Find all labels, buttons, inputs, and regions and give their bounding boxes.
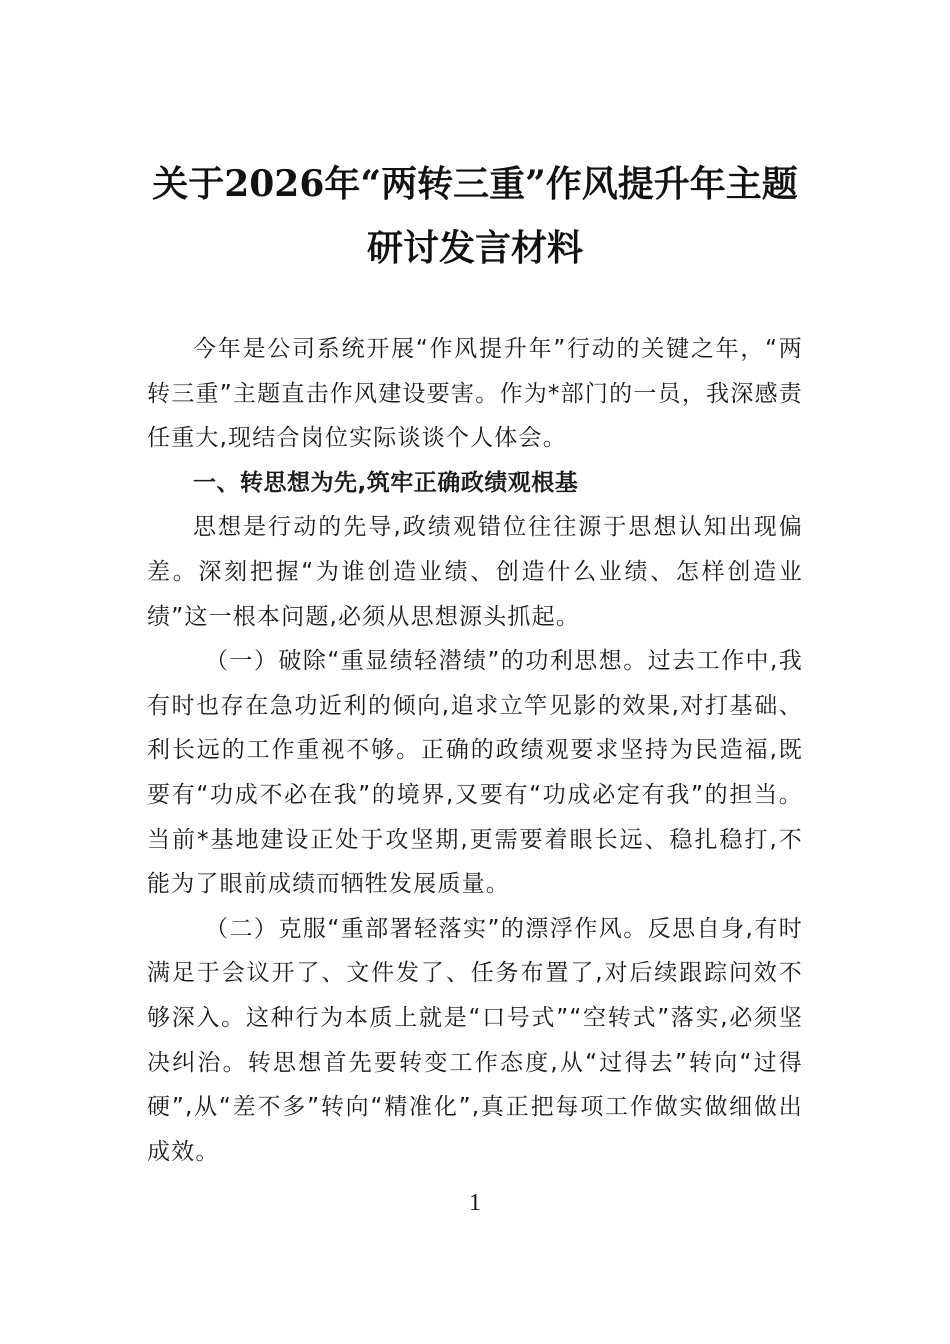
page-number: 1 <box>469 1190 481 1216</box>
document-body <box>147 327 803 1174</box>
section-heading: 一、转思想为先,筑牢正确政绩观根基 <box>193 469 579 496</box>
intro-paragraph: 今年是公司系统开展“作风提升年”行动的关键之年，“两转三重”主题直击作风建设要害。作为*部门的一员，我深感责任重大,现结合岗位实际谈谈个人体会。 <box>147 336 803 452</box>
point-two-paragraph: （二）克服“重部署轻落实”的漂浮作风。反思自身,有时满足于会议开了、文件发了、任务布置了,对后续跟踪问效不够深入。这种行为本质上就是“口号式”“空转式”落实,必须坚决纠治。转思想首先要转变工作态度,从“过得去”转向“过得硬”,从“差不多”转向“精准化”,真正把每项工作做实做细做出成效。 <box>147 915 803 1165</box>
document-title-line1: 关于2026年“两转三重”作风提升年主题 <box>152 163 798 205</box>
section-intro-paragraph: 思想是行动的先导,政绩观错位往往源于思想认知出现偏差。深刻把握“为谁创造业绩、创造什么业绩、怎样创造业绩”这一根本问题,必须从思想源头抓起。 <box>147 514 803 630</box>
point-one-paragraph: （一）破除“重显绩轻潜绩”的功利思想。过去工作中,我有时也存在急功近利的倾向,追求立竿见影的效果,对打基础、利长远的工作重视不够。正确的政绩观要求坚持为民造福,既要有“功成不必在我”的境界,又要有“功成必定有我”的担当。当前*基地建设正处于攻坚期,更需要着眼长远、稳扎稳打,不能为了眼前成绩而牺牲发展质量。 <box>147 648 803 898</box>
document-title-line2: 研讨发言材料 <box>366 227 583 269</box>
